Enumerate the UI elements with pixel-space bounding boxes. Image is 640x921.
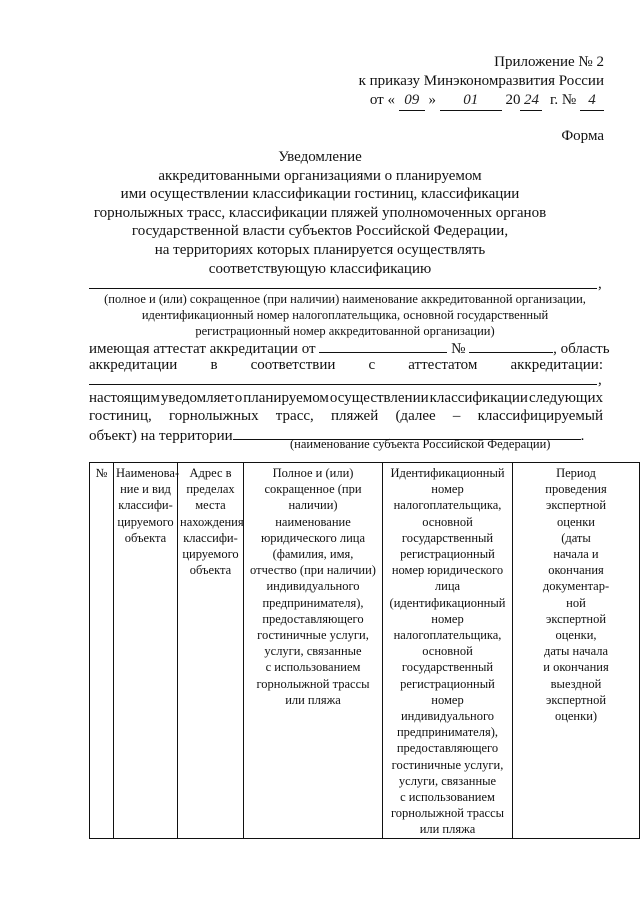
word: в [210,357,218,373]
number-prefix: г. № [549,92,577,108]
caption-line: регистрационный номер аккредитованной организации) [195,324,495,338]
order-number: 4 [580,90,604,111]
title-line: соответствующую классификацию [208,260,432,277]
word: с [368,357,376,373]
word: уведомляет [160,390,234,406]
word: следующих [528,390,603,406]
appendix-number: Приложение № 2 [494,54,604,70]
order-reference: к приказу Минэкономразвития России [358,73,604,89]
date-year: 24 [520,90,542,111]
word: (далее [395,408,436,424]
table-header-row [90,463,640,839]
caption-line: (полное и (или) сокращенное (при наличии) наименование аккредитованной организации, [104,292,586,306]
title-line: ими осуществлении классификации гостиниц, классификации [120,186,520,203]
word: настоящим [89,390,160,406]
caption-line: идентификационный номер налогоплательщика, основной государственный [141,308,549,322]
document-title [0,148,640,278]
word: пляжей [330,408,379,424]
title-line: горнолыжных трасс, классификации пляжей уполномоченных органов [93,204,547,221]
year-prefix: 20 [505,92,521,108]
column-header-address: Адрес в пределах места нахождения классифи- цируемого объекта [178,463,244,839]
word: классификации [429,390,528,406]
word: аккредитации [89,357,178,373]
title-line: аккредитованными организациями о планируемом [158,167,482,184]
word: аккредитации: [510,357,603,373]
column-header-legal-entity-name: Полное и (или) сокращенное (при наличии) наименование юридического лица (фамилия, имя, отчество (при наличии) индивидуального предпринимателя), предоставляющего гостиничные услуги, услуги, связанные с использованием горнолыжной трассы или пляжа [244,463,383,839]
date-prefix: от « [369,92,395,108]
word: трасс, [275,408,314,424]
title-line: на территориях которых планируется осуществлять [154,241,486,258]
organization-caption [60,291,630,339]
form-label: Форма [561,128,604,144]
word: горнолыжных [168,408,259,424]
order-date-line [370,90,604,111]
word: классифицируемый [477,408,603,424]
word: гостиниц, [89,408,152,424]
word: соответствии [250,357,336,373]
word: планируемом [243,390,329,406]
accreditation-line [89,356,603,374]
attestat-text: имеющая аттестат аккредитации от [89,341,316,357]
column-header-number: № [90,463,114,839]
title-line: государственной власти субъектов Российской Федерации, [131,223,509,240]
word: осуществлении [329,390,429,406]
comma-mark: , [598,372,602,388]
territory-text: объект) на территории [89,428,233,444]
attestat-area-text: , область [553,341,610,357]
attestat-number-field[interactable] [469,338,553,353]
notify-line [89,389,603,407]
word: – [452,408,461,424]
column-header-tax-id: Идентификационный номер налогоплательщика, основной государственный регистрационный номер юридического лица (идентификационный номер налогоплательщика, основной государственный регистрационный номер индивидуального предпринимателя), предоставляющего гостиничные услуги, услуги, связанные с использованием горнолыжной трассы или пляжа [383,463,513,839]
column-header-evaluation-period: Период проведения экспертной оценки (даты начала и окончания документар- ной экспертной оценки, даты начала и окончания выездной экспертной оценки) [513,463,640,839]
attestat-date-field[interactable] [319,338,447,353]
title-line: Уведомление [278,149,362,165]
date-month: 01 [440,90,502,111]
accreditation-area-field[interactable] [89,384,597,385]
date-mid: » [428,92,436,108]
attestat-number-sign: № [451,341,466,357]
classification-table [89,462,640,839]
word: аттестатом [408,357,478,373]
comma-mark: , [598,276,602,292]
objects-line [89,407,603,425]
date-day: 09 [399,90,425,111]
subject-caption: (наименование субъекта Российской Федерации) [290,437,551,451]
column-header-object-name: Наименова- ние и вид классифи- цируемого объекта [114,463,178,839]
organization-name-field[interactable] [89,288,597,289]
period-mark: . [580,428,585,444]
word: о [234,390,243,406]
attestat-line [89,338,610,358]
